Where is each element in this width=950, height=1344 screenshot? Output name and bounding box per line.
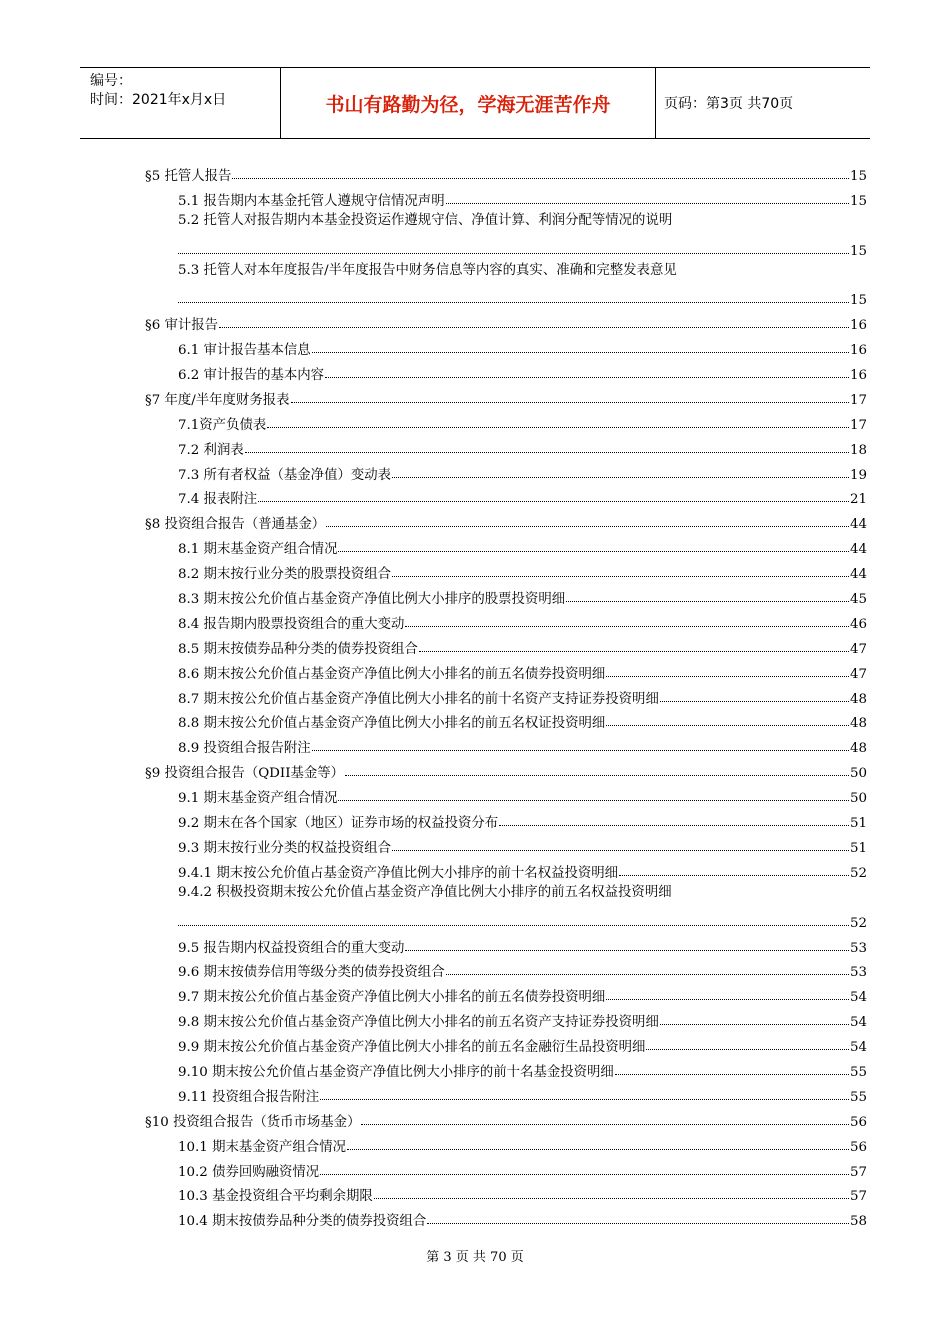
toc-entry-title: 9.4.2 积极投资期末按公允价值占基金资产净值比例大小排序的前五名权益投资明细: [178, 884, 672, 900]
toc-entry[interactable]: [145, 682, 867, 707]
toc-entry-page: 21: [849, 492, 867, 508]
toc-entry-title: §9 投资组合报告（QDII基金等）: [145, 766, 345, 782]
toc-entry[interactable]: [145, 806, 867, 831]
toc-entry[interactable]: [145, 1130, 867, 1155]
toc-entry-leader-line: [145, 906, 867, 931]
toc-entry[interactable]: [145, 408, 867, 433]
dot-leader: [345, 775, 849, 776]
dot-leader: [660, 1024, 849, 1025]
toc-entry-page: 16: [849, 318, 867, 334]
toc-entry-title: 9.5 报告期内权益投资组合的重大变动: [178, 940, 405, 956]
dot-leader: [178, 925, 849, 926]
toc-entry[interactable]: [145, 632, 867, 657]
toc-entry-leader-line: [145, 234, 867, 259]
dot-leader: [606, 999, 849, 1000]
toc-entry[interactable]: [145, 856, 867, 881]
toc-entry[interactable]: [145, 582, 867, 607]
toc-entry-page: 18: [849, 442, 867, 458]
dot-leader: [615, 1074, 849, 1075]
toc-entry-page: 16: [849, 368, 867, 384]
page-header: [80, 67, 870, 139]
dot-leader: [258, 501, 849, 502]
toc-section[interactable]: [145, 507, 867, 532]
toc-entry-title: 10.2 债券回购融资情况: [178, 1164, 320, 1180]
dot-leader: [392, 850, 849, 851]
dot-leader: [419, 651, 849, 652]
dot-leader: [392, 576, 849, 577]
toc-entry-title: 9.10 期末按公允价值占基金资产净值比例大小排序的前十名基金投资明细: [178, 1064, 614, 1080]
toc-entry-title: 8.4 报告期内股票投资组合的重大变动: [178, 616, 405, 632]
toc-entry-page: 47: [849, 666, 867, 682]
toc-entry-title: 7.4 报表附注: [178, 492, 258, 508]
toc-entry-title: 7.1资产负债表: [178, 417, 267, 433]
dot-leader: [326, 526, 849, 527]
toc-entry-title: 8.2 期末按行业分类的股票投资组合: [178, 567, 392, 583]
toc-entry-page: 53: [849, 940, 867, 956]
toc-entry-page: 44: [849, 517, 867, 533]
toc-entry-title: 8.5 期末按债券品种分类的债券投资组合: [178, 641, 418, 657]
dot-leader: [619, 875, 849, 876]
dot-leader: [427, 1223, 849, 1224]
toc-entry-title: 9.3 期末按行业分类的权益投资组合: [178, 840, 392, 856]
toc-entry-page: 17: [849, 417, 867, 433]
toc-entry-page: 55: [849, 1089, 867, 1105]
toc-entry-page: 48: [849, 691, 867, 707]
toc-entry-page: 44: [849, 542, 867, 558]
toc-entry[interactable]: [145, 209, 867, 259]
toc-entry-page: 15: [849, 243, 867, 259]
dot-leader: [338, 551, 848, 552]
toc-entry-page: 50: [849, 766, 867, 782]
toc-entry-title: 8.1 期末基金资产组合情况: [178, 542, 338, 558]
toc-entry-page: 48: [849, 716, 867, 732]
toc-entry-page: 55: [849, 1064, 867, 1080]
toc-entry-page: 51: [849, 816, 867, 832]
toc-entry-page: 15: [849, 293, 867, 309]
dot-leader: [392, 477, 849, 478]
toc-entry-page: 54: [849, 990, 867, 1006]
toc-entry-title: 9.1 期末基金资产组合情况: [178, 791, 338, 807]
toc-entry-page: 51: [849, 840, 867, 856]
toc-entry-title: 5.3 托管人对本年度报告/半年度报告中财务信息等内容的真实、准确和完整发表意见: [178, 262, 677, 278]
toc-entry[interactable]: [145, 1155, 867, 1180]
table-of-contents: [145, 159, 867, 1229]
dot-leader: [446, 203, 849, 204]
header-page-info: 页码：第3页 共70页: [664, 96, 794, 112]
dot-leader: [374, 1198, 849, 1199]
toc-entry-title: §5 托管人报告: [145, 168, 232, 184]
dot-leader: [405, 626, 849, 627]
toc-entry[interactable]: [145, 532, 867, 557]
toc-entry[interactable]: [145, 1180, 867, 1205]
toc-entry[interactable]: [145, 259, 867, 309]
toc-entry-title: 9.11 投资组合报告附注: [178, 1089, 320, 1105]
dot-leader: [219, 327, 849, 328]
toc-entry-page: 58: [849, 1214, 867, 1230]
dot-leader: [499, 825, 849, 826]
dot-leader: [566, 601, 849, 602]
toc-entry-title: 9.6 期末按债券信用等级分类的债券投资组合: [178, 965, 445, 981]
toc-entry[interactable]: [145, 1005, 867, 1030]
toc-section[interactable]: [145, 308, 867, 333]
toc-entry-title: 10.1 期末基金资产组合情况: [178, 1139, 346, 1155]
toc-entry-page: 53: [849, 965, 867, 981]
dot-leader: [291, 402, 849, 403]
toc-entry-leader-line: [145, 283, 867, 308]
toc-entry-page: 57: [849, 1164, 867, 1180]
toc-entry-page: 46: [849, 616, 867, 632]
dot-leader: [320, 1174, 849, 1175]
toc-entry-title: 9.2 期末在各个国家（地区）证券市场的权益投资分布: [178, 816, 499, 832]
toc-entry[interactable]: [145, 433, 867, 458]
dot-leader: [347, 1149, 849, 1150]
toc-entry[interactable]: [145, 333, 867, 358]
toc-entry[interactable]: [145, 1204, 867, 1229]
toc-entry[interactable]: [145, 657, 867, 682]
toc-entry-page: 44: [849, 567, 867, 583]
toc-entry-page: 17: [849, 392, 867, 408]
toc-entry[interactable]: [145, 184, 867, 209]
dot-leader: [232, 178, 849, 179]
toc-entry-page: 56: [849, 1114, 867, 1130]
dot-leader: [446, 974, 849, 975]
toc-entry-page: 16: [849, 343, 867, 359]
toc-entry[interactable]: [145, 483, 867, 508]
toc-entry-title: 8.3 期末按公允价值占基金资产净值比例大小排序的股票投资明细: [178, 592, 566, 608]
toc-entry-title: 6.1 审计报告基本信息: [178, 343, 311, 359]
toc-entry-title: 10.3 基金投资组合平均剩余期限: [178, 1189, 373, 1205]
toc-entry-title: 9.9 期末按公允价值占基金资产净值比例大小排名的前五名金融衍生品投资明细: [178, 1040, 646, 1056]
toc-entry-page: 48: [849, 741, 867, 757]
toc-entry[interactable]: [145, 980, 867, 1005]
toc-entry-page: 19: [849, 467, 867, 483]
toc-section[interactable]: [145, 1105, 867, 1130]
dot-leader: [325, 377, 849, 378]
toc-entry-title: §6 审计报告: [145, 318, 219, 334]
dot-leader: [320, 1099, 849, 1100]
dot-leader: [405, 950, 849, 951]
header-meta: [80, 68, 280, 142]
toc-entry[interactable]: [145, 607, 867, 632]
dot-leader: [245, 452, 849, 453]
toc-entry-title: 9.7 期末按公允价值占基金资产净值比例大小排名的前五名债券投资明细: [178, 990, 606, 1006]
toc-section[interactable]: [145, 756, 867, 781]
toc-entry-title: 5.1 报告期内本基金托管人遵规守信情况声明: [178, 193, 445, 209]
toc-entry-title: §7 年度/半年度财务报表: [145, 392, 290, 408]
dot-leader: [361, 1124, 848, 1125]
toc-entry-page: 54: [849, 1040, 867, 1056]
toc-entry-title: §10 投资组合报告（货币市场基金）: [145, 1114, 361, 1130]
header-motto: 书山有路勤为径，学海无涯苦作舟: [280, 68, 656, 138]
dot-leader: [267, 427, 849, 428]
toc-entry-page: 45: [849, 592, 867, 608]
toc-entry-page: 52: [849, 915, 867, 931]
toc-entry[interactable]: [145, 881, 867, 931]
toc-entry-title: 9.4.1 期末按公允价值占基金资产净值比例大小排序的前十名权益投资明细: [178, 865, 619, 881]
toc-entry-page: 50: [849, 791, 867, 807]
toc-entry-title: 8.7 期末按公允价值占基金资产净值比例大小排名的前十名资产支持证券投资明细: [178, 691, 659, 707]
dot-leader: [660, 701, 849, 702]
dot-leader: [312, 750, 849, 751]
toc-entry[interactable]: [145, 831, 867, 856]
toc-entry-page: 57: [849, 1189, 867, 1205]
toc-entry-page: 56: [849, 1139, 867, 1155]
toc-entry[interactable]: [145, 956, 867, 981]
toc-entry-page: 15: [849, 168, 867, 184]
toc-entry[interactable]: [145, 781, 867, 806]
dot-leader: [606, 725, 849, 726]
doc-time-label: 时间：2021年x月x日: [90, 92, 227, 108]
toc-entry-title: 7.3 所有者权益（基金净值）变动表: [178, 467, 392, 483]
toc-entry-title: 5.2 托管人对报告期内本基金投资运作遵规守信、净值计算、利润分配等情况的说明: [178, 212, 673, 228]
toc-entry[interactable]: [145, 731, 867, 756]
toc-entry-title: §8 投资组合报告（普通基金）: [145, 517, 326, 533]
toc-entry[interactable]: [145, 358, 867, 383]
toc-entry[interactable]: [145, 1080, 867, 1105]
toc-entry-page: 15: [849, 193, 867, 209]
toc-section[interactable]: [145, 383, 867, 408]
toc-entry[interactable]: [145, 1030, 867, 1055]
toc-entry[interactable]: [145, 931, 867, 956]
toc-entry-page: 54: [849, 1015, 867, 1031]
toc-entry-title: 8.6 期末按公允价值占基金资产净值比例大小排名的前五名债券投资明细: [178, 666, 606, 682]
page-footer: 第 3 页 共 70 页: [426, 1250, 524, 1265]
dot-leader: [646, 1049, 849, 1050]
toc-entry[interactable]: [145, 458, 867, 483]
toc-entry-title: 6.2 审计报告的基本内容: [178, 368, 325, 384]
doc-code-label: 编号：: [90, 73, 132, 89]
dot-leader: [312, 352, 849, 353]
toc-entry-page: 47: [849, 641, 867, 657]
dot-leader: [178, 253, 849, 254]
toc-entry-title: 7.2 利润表: [178, 442, 244, 458]
toc-entry-title: 10.4 期末按债券品种分类的债券投资组合: [178, 1214, 427, 1230]
toc-section[interactable]: [145, 159, 867, 184]
dot-leader: [338, 800, 848, 801]
toc-entry[interactable]: [145, 557, 867, 582]
toc-entry-title: 8.8 期末按公允价值占基金资产净值比例大小排名的前五名权证投资明细: [178, 716, 606, 732]
toc-entry-page: 52: [849, 865, 867, 881]
dot-leader: [178, 302, 849, 303]
toc-entry[interactable]: [145, 1055, 867, 1080]
toc-entry-title: 9.8 期末按公允价值占基金资产净值比例大小排名的前五名资产支持证券投资明细: [178, 1015, 659, 1031]
dot-leader: [606, 676, 849, 677]
toc-entry-title: 8.9 投资组合报告附注: [178, 741, 311, 757]
toc-entry[interactable]: [145, 707, 867, 732]
